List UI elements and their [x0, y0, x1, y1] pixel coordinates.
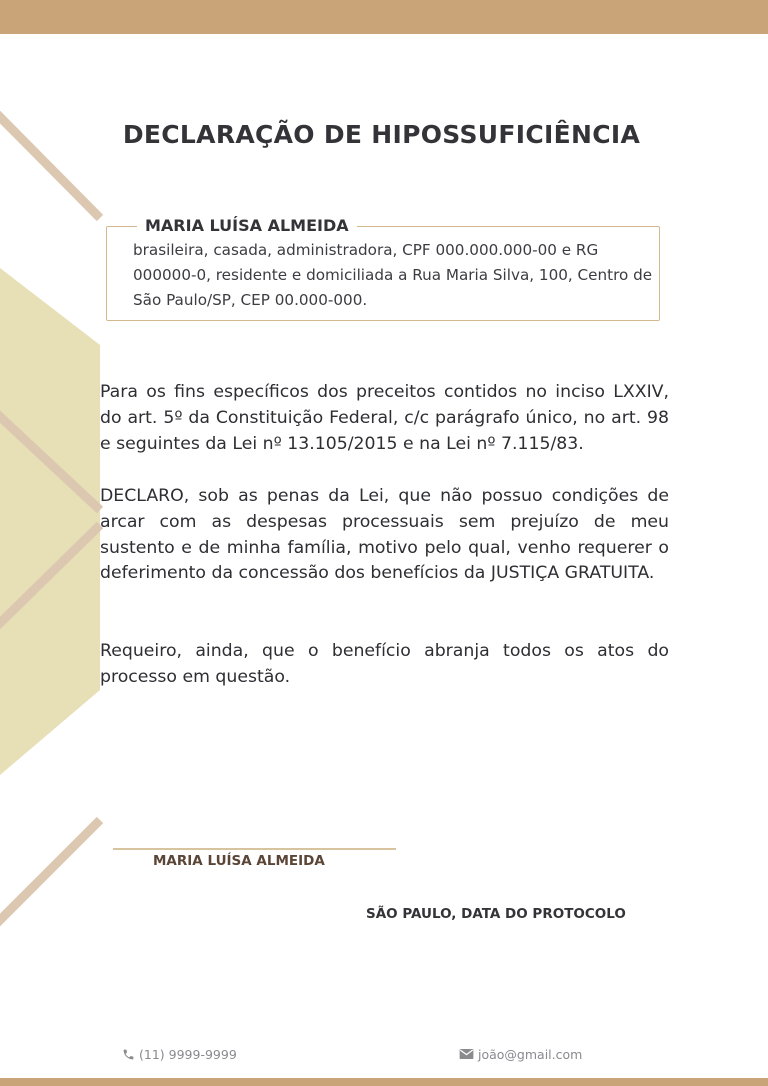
email-address: joão@gmail.com — [478, 1046, 583, 1062]
place-and-date: SÃO PAULO, DATA DO PROTOCOLO — [366, 906, 626, 922]
footer-email — [459, 1045, 582, 1063]
declarant-name: MARIA LUÍSA ALMEIDA — [137, 216, 357, 235]
bottom-accent-bar — [0, 1078, 768, 1086]
paragraph-declaration: DECLARO, sob as penas da Lei, que não possuo condições de arcar com as despesas processuais sem prejuízo de meu sustento e de minha família, motivo pelo qual, venho requerer o deferimento da concessão dos benefícios da JUSTIÇA GRATUITA. — [100, 486, 669, 584]
declarant-box — [106, 216, 660, 321]
phone-icon — [122, 1048, 135, 1061]
declarant-description: brasileira, casada, administradora, CPF 000.000.000-00 e RG 000000-0, residente e domiciliada a Rua Maria Silva, 100, Centro de São Paulo/SP, CEP 00.000-000. — [133, 241, 653, 309]
signature-name: MARIA LUÍSA ALMEIDA — [153, 853, 325, 869]
signature-line — [113, 848, 396, 850]
envelope-icon — [459, 1048, 474, 1060]
paragraph-legal-basis: Para os fins específicos dos preceitos contidos no inciso LXXIV, do art. 5º da Constituição Federal, c/c parágrafo único, no art. 98 e seguintes da Lei nº 13.105/2015 e na Lei nº 7.115/83. — [100, 382, 669, 454]
footer-phone — [122, 1045, 237, 1063]
phone-number: (11) 9999-9999 — [139, 1046, 237, 1062]
paragraph-request: Requeiro, ainda, que o benefício abranja todos os atos do processo em questão. — [100, 641, 669, 687]
document-title: DECLARAÇÃO DE HIPOSSUFICIÊNCIA — [122, 120, 641, 149]
top-accent-bar — [0, 0, 768, 34]
